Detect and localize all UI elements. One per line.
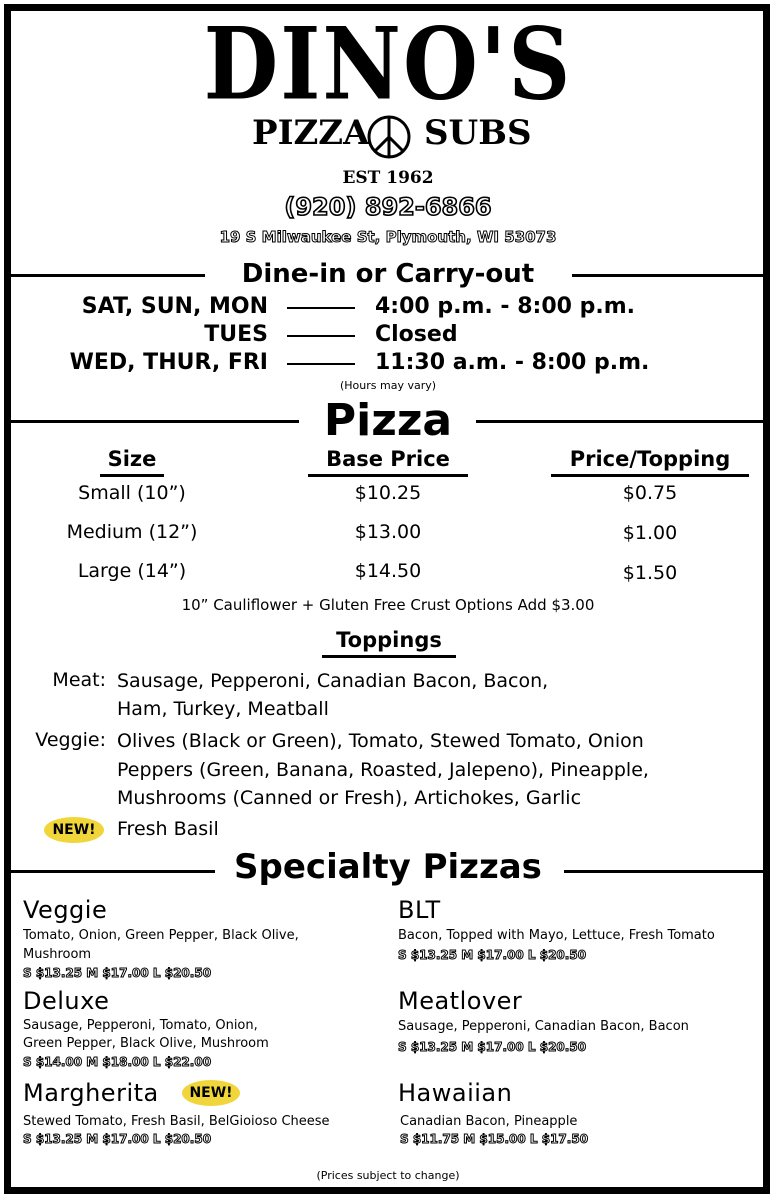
base-price-cell: $10.25: [354, 482, 422, 504]
veggie-toppings-line: Mushrooms (Canned or Fresh), Artichokes, Garlic: [117, 787, 582, 809]
divider: [287, 363, 355, 365]
established-year: EST 1962: [342, 168, 434, 188]
veggie-label: Veggie:: [35, 729, 106, 751]
size-cell: Small (10”): [78, 482, 186, 504]
meat-toppings-line: Sausage, Pepperoni, Canadian Bacon, Bacon,: [117, 670, 549, 692]
hours-note: (Hours may vary): [339, 379, 437, 392]
size-cell: Large (14”): [77, 560, 187, 582]
specialty-desc: Stewed Tomato, Fresh Basil, BelGioioso Cheese: [23, 1114, 330, 1129]
hours-time: 11:30 a.m. - 8:00 p.m.: [375, 350, 650, 375]
meat-label: Meat:: [52, 669, 106, 691]
phone-number[interactable]: (920) 892-6866: [284, 193, 492, 221]
specialty-name: Margherita: [23, 1079, 159, 1107]
specialty-desc: Green Pepper, Black Olive, Mushroom: [23, 1036, 269, 1051]
pizza-title: Pizza: [323, 395, 453, 446]
address: 19 S Milwaukee St, Plymouth, WI 53073: [219, 228, 557, 246]
specialty-title: Specialty Pizzas: [234, 847, 542, 887]
size-cell: Medium (12”): [66, 521, 198, 543]
specialty-prices: S $13.25 M $17.00 L $20.50: [398, 1040, 587, 1054]
divider: [287, 307, 355, 309]
logo-name: DINO'S: [203, 6, 573, 123]
divider: [287, 335, 355, 337]
veggie-toppings-line: Olives (Black or Green), Tomato, Stewed Tomato, Onion: [117, 730, 644, 752]
specialty-prices: S $14.00 M $18.00 L $22.00: [23, 1055, 212, 1069]
topping-price-cell: $1.00: [622, 522, 678, 544]
specialty-prices: S $13.25 M $17.00 L $20.50: [23, 1132, 212, 1146]
meat-toppings-line: Ham, Turkey, Meatball: [117, 698, 329, 720]
hours-days: TUES: [204, 322, 268, 347]
crust-note: 10” Cauliflower + Gluten Free Crust Options Add $3.00: [181, 596, 595, 614]
specialty-desc: Sausage, Pepperoni, Tomato, Onion,: [23, 1018, 258, 1033]
base-price-cell: $14.50: [354, 560, 422, 582]
base-price-header: Base Price: [308, 449, 468, 477]
new-topping: Fresh Basil: [117, 818, 219, 840]
logo-pizza-text: PIZZA: [252, 113, 370, 153]
topping-price-cell: $1.50: [622, 562, 678, 584]
specialty-prices: S $11.75 M $15.00 L $17.50: [400, 1132, 589, 1146]
specialty-name: Veggie: [23, 896, 108, 924]
specialty-desc: Tomato, Onion, Green Pepper, Black Olive,: [23, 928, 299, 943]
specialty-desc: Mushroom: [23, 947, 92, 962]
veggie-toppings-line: Peppers (Green, Banana, Roasted, Jalepeno), Pineapple,: [117, 759, 649, 781]
toppings-header: Toppings: [322, 630, 456, 658]
hours-days: SAT, SUN, MON: [81, 294, 268, 319]
specialty-name: Meatlover: [398, 987, 523, 1015]
specialty-prices: S $13.25 M $17.00 L $20.50: [398, 948, 587, 962]
specialty-name: BLT: [398, 896, 441, 924]
specialty-prices: S $13.25 M $17.00 L $20.50: [23, 966, 212, 980]
specialty-name: Hawaiian: [398, 1079, 513, 1107]
hours-title: Dine-in or Carry-out: [241, 259, 535, 289]
hours-time: Closed: [375, 322, 458, 347]
base-price-cell: $13.00: [354, 521, 422, 543]
specialty-desc: Bacon, Topped with Mayo, Lettuce, Fresh Tomato: [398, 928, 715, 943]
new-badge: NEW!: [44, 817, 104, 843]
topping-price-cell: $0.75: [622, 482, 678, 504]
size-header: Size: [100, 449, 164, 477]
specialty-desc: Sausage, Pepperoni, Canadian Bacon, Bacon: [398, 1019, 689, 1034]
new-badge: NEW!: [182, 1080, 240, 1106]
hours-time: 4:00 p.m. - 8:00 p.m.: [375, 294, 635, 319]
prices-note: (Prices subject to change): [316, 1169, 460, 1182]
hours-days: WED, THUR, FRI: [69, 350, 268, 375]
logo-subs-text: SUBS: [424, 113, 532, 153]
peace-sign-icon: [366, 114, 412, 160]
specialty-desc: Canadian Bacon, Pineapple: [400, 1114, 578, 1129]
specialty-name: Deluxe: [23, 987, 110, 1015]
price-per-topping-header: Price/Topping: [551, 449, 749, 477]
